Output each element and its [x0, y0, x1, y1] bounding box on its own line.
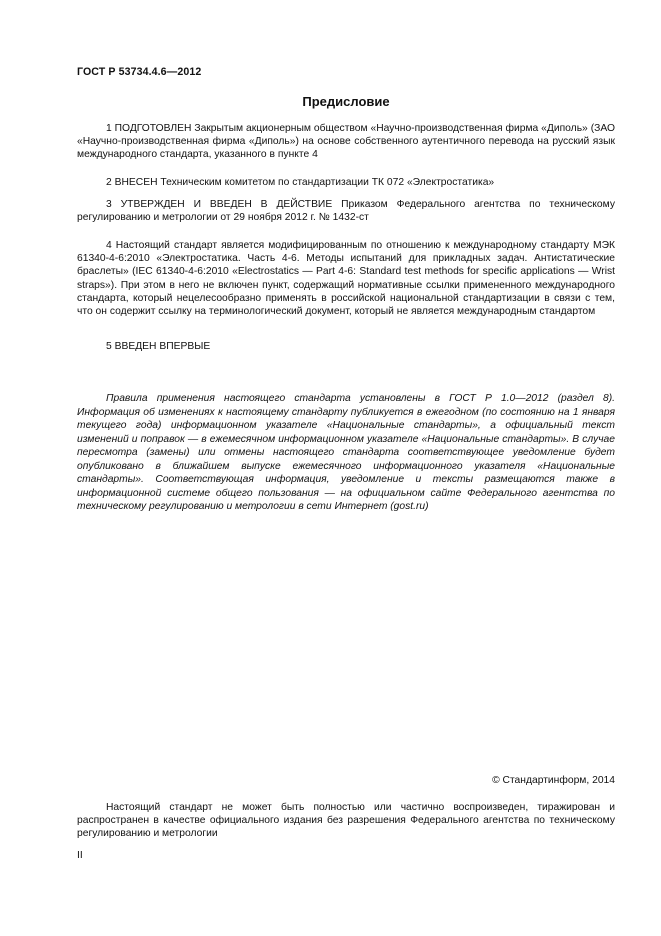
- page-title: Предисловие: [302, 94, 390, 109]
- application-rules-notice: Правила применения настоящего стандарта установлены в ГОСТ Р 1.0—2012 (раздел 8). Информация об изменениях к настоящему стандарту публикуется в ежегодном (по состоянию на 1 января текущего года) информационном указателе «Национальные стандарты», а официальный текст изменений и поправок — в ежемесячном информационном указателе «Национальные стандарты». В случае пересмотра (замены) или отмены настоящего стандарта соответствующее уведомление будет опубликовано в ближайшем выпуске ежемесячного информационного указателя «Национальные стандарты». Соответствующая информация, уведомление и тексты размещаются также в информационной системе общего пользования — на официальном сайте Федерального агентства по техническому регулированию и метрологии в сети Интернет (gost.ru): [77, 393, 615, 512]
- paragraph-3-approved: 3 УТВЕРЖДЕН И ВВЕДЕН В ДЕЙСТВИЕ Приказом Федерального агентства по техническому регулированию и метрологии от 29 ноября 2012 г. № 1432-ст: [77, 199, 615, 224]
- copyright-line: © Стандартинформ, 2014: [492, 775, 615, 786]
- reproduction-notice: Настоящий стандарт не может быть полностью или частично воспроизведен, тиражирован и распространен в качестве официального издания без разрешения Федерального агентства по техническому регулированию и метрологии: [77, 802, 615, 840]
- paragraph-4-modified: 4 Настоящий стандарт является модифицированным по отношению к международному стандарту МЭК 61340-4-6:2010 «Электростатика. Часть 4-6. Методы испытаний для прикладных задач. Антистатические браслеты» (IEC 61340-4-6:2010 «Electrostatics — Part 4-6: Standard test methods for specific applications — Wrist straps»). При этом в него не включен пункт, содержащий нормативные ссылки примененного международного стандарта, который нецелесообразно применять в российской национальной стандартизации в связи с тем, что он содержит ссылку на терминологический документ, который не является международным стандартом: [77, 240, 615, 318]
- standard-id-header: ГОСТ Р 53734.4.6—2012: [77, 66, 202, 78]
- paragraph-2-introduced: 2 ВНЕСЕН Техническим комитетом по стандартизации ТК 072 «Электростатика»: [106, 177, 495, 188]
- paragraph-1-prepared: 1 ПОДГОТОВЛЕН Закрытым акционерным обществом «Научно-производственная фирма «Диполь» (ЗАО «Научно-производственная фирма «Диполь») на основе собственного аутентичного перевода на русский язык международного стандарта, указанного в пункте 4: [77, 123, 615, 161]
- page-number: II: [77, 850, 83, 861]
- paragraph-5-first-introduced: 5 ВВЕДЕН ВПЕРВЫЕ: [106, 341, 211, 352]
